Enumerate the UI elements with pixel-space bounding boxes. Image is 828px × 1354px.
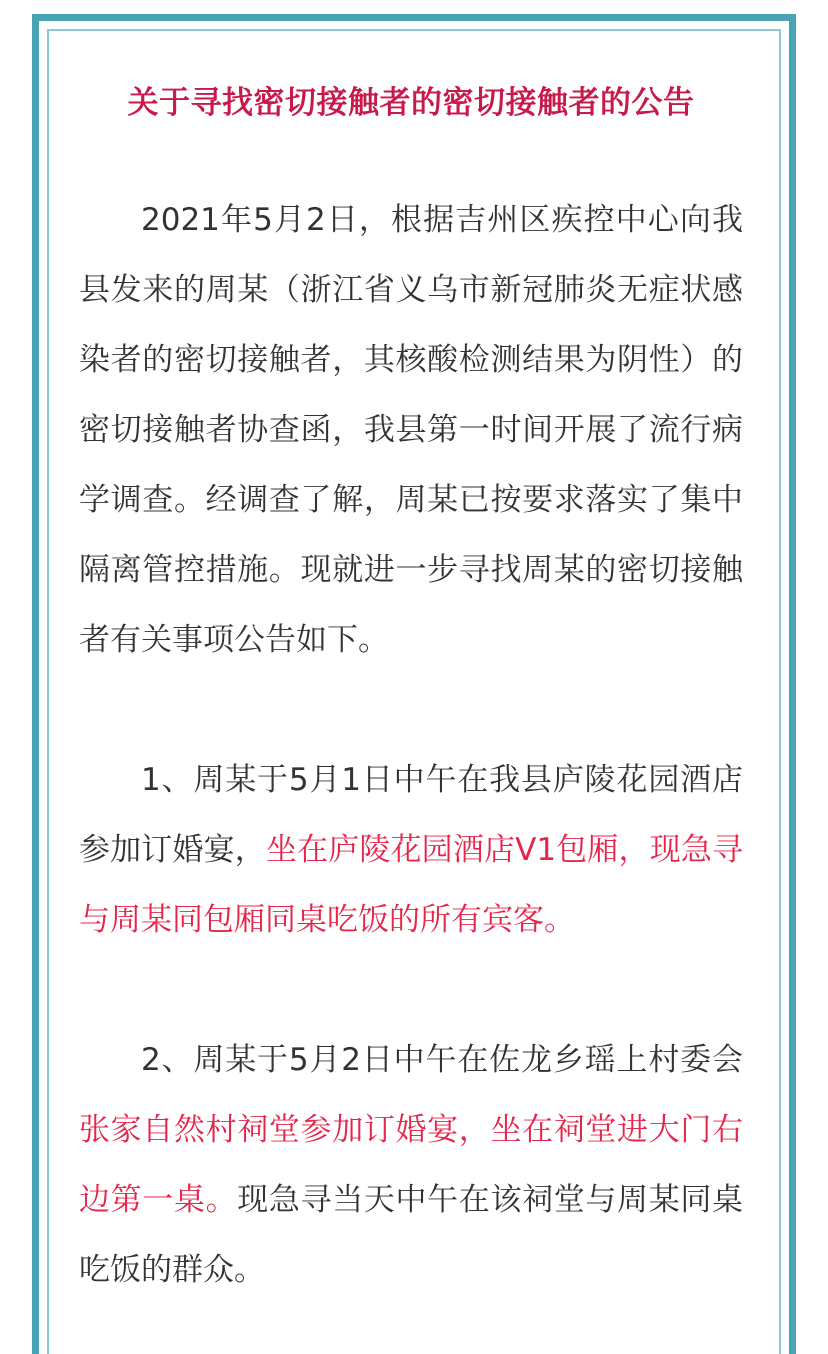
intro-paragraph: 2021年5月2日，根据吉州区疾控中心向我县发来的周某（浙江省义乌市新冠肺炎无症状感染者的密切接触者，其核酸检测结果为阴性）的密切接触者协查函，我县第一时间开展了流行病学调查。经调查了解，周某已按要求落实了集中隔离管控措施。现就进一步寻找周某的密切接触者有关事项公告如下。 xyxy=(79,202,743,658)
item-1-highlight: 坐在庐陵花园酒店V1包厢，现急寻与周某同包厢同桌吃饭的所有宾客。 xyxy=(79,832,743,938)
notice-title: 关于寻找密切接触者的密切接触者的公告 xyxy=(127,85,695,121)
item-2-paragraph xyxy=(79,1025,743,1305)
item-1-paragraph xyxy=(79,745,743,955)
item-2-text: 2、周某于5月2日中午在佐龙乡瑶上村委会 xyxy=(141,1042,743,1078)
item-2-highlight: 张家自然村祠堂参加订婚宴，坐在祠堂进大门右边第一桌。 xyxy=(79,1112,743,1218)
item-2-text-tail: 现急寻当天中午在该祠堂与周某同桌吃饭的群众。 xyxy=(79,1182,743,1288)
notice-frame xyxy=(32,14,796,1354)
item-1-text: 1、周某于5月1日中午在我县庐陵花园酒店参加订婚宴， xyxy=(79,762,743,868)
notice-content xyxy=(79,81,743,1305)
